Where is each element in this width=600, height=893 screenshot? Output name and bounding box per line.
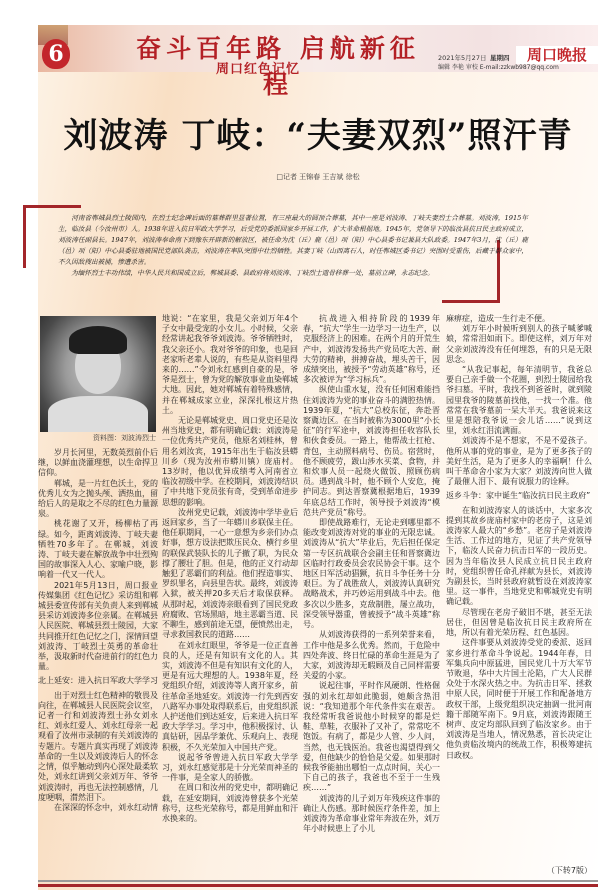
column-2 — [162, 314, 298, 824]
paragraph: 2021年5月13日，周口报业传媒集团《红色记忆》采访组和郸城县委宣传部有关负责人来到郸城县采访刘波涛多位亲属。在郸城县人民医院、郸城县烈士陵园，大家共同推开红色记忆之门，深情回望刘波涛、丁岐烈士英勇的革命壮举，汲取新时代奋进前行的红色力量。 — [38, 580, 158, 672]
paragraph: 地说：“在家里，我是父亲刘万年4个子女中最受宠的小女儿。小时候，父亲经常讲起我爷爷刘波涛。爷爷牺牲时，我父亲还小。我对爷爷的印象，也是回老家听老辈人说的，有些是从资料里得来的……”令刘永红感到自豪的是，爷爷是烈士，曾为党的解放事业血染郸城大地。因此，她对郸城有着特殊感情，并在郸城成家立业，深深扎根这片热土。 — [162, 314, 298, 415]
article-intro — [58, 213, 528, 279]
paragraph: 刘波涛不是不想家，不是不爱孩子。他所从事的党的事业，是为了更多孩子的美好生活，是为了更多人的幸福啊！什么叫干革命舍小家为大家？刘波涛向世人做了最催人泪下、最有说服力的诠释。 — [446, 436, 592, 487]
continued-note: （下转7版） — [546, 866, 592, 875]
article-title: 刘波涛 丁岐：“夫妻双烈”照汗青 — [63, 116, 573, 156]
paragraph: 在刘永红眼里，爷爷是一位正直善良的人，还是有知识有文化的人。其实，刘波涛不但是有知识有文化的人，更是有远大理想的人。1938年夏，经党组织介绍，刘波涛等人离开家乡，前往革命圣地延安。刘波涛一行先到西安八路军办事处取得联系后，由党组织派人护送他们到达延安，后来进入抗日军政大学学习。学习中，他积极探讨、认真钻研，因品学兼优、乐观向上、表现积极，不久光荣加入中国共产党。 — [162, 640, 298, 752]
paragraph: 说起爷爷曾进入抗日军政大学学习，刘永红感觉那是十分光荣而神圣的一件事，是全家人的骄傲。 — [162, 752, 298, 783]
column-1 — [38, 448, 158, 813]
intro-paragraph: 为缅怀烈士丰功伟绩，中华人民共和国成立后，郸城县委、县政府将刘波涛、丁岐烈士遗骨移葬一处，墓前立碑，永志纪念。 — [71, 269, 434, 277]
paragraph: 尽管现在老房子破旧不堪，甚至无法居住，但因曾是临汝抗日民主政府所在地，所以有着光荣历程、红色基因。 — [446, 607, 592, 638]
paragraph: 说起往事，平时作风硬朗、性格倔强的刘永红却如此脆弱，她颇含热泪说：“我知道那个年代条件实在艰苦。我经常听我爸说他小时候穿的都是烂鞋、草鞋，衣服补了又补了，常常吃不饱饭。有病了，都是少人管、少人问，当然，也无钱医治。我爸也渴望得到父爱，但他缺少的恰恰是父爱。如果那时候我爷能抽出哪怕一点点时间，关心一下自己的孩子，我爸也不至于一生残疾……” — [303, 681, 440, 793]
section-name: 周口红色记忆 — [216, 62, 301, 77]
newspaper-logo: 周口晚报 — [516, 46, 598, 64]
paragraph: 在周口和汝州的党史中，都明确记载，在延安期间，刘波涛曾获多个光荣称号，这些光荣称号，都是用鲜血和汗水换来的。 — [162, 783, 298, 823]
paragraph: 即使战路难行，无论走到哪里都不能改变刘波涛对党的事业的无限忠诚。刘波涛从“抗大”毕业后，先后担任保定第一专区抗战联合会副主任和晋察冀边区临时行政委员会农民协会干事。这个地区日军活动猖獗，抗日斗争任务十分艰巨。为了战胜敌人，刘波涛认真研究战略战术，并巧妙运用到战斗中去。他多次以少胜多，克敌制胜，屡立战功，深受领导器重，曾被授予“战斗英雄”称号。 — [303, 518, 440, 630]
header-slogan: 奋斗百年路 启航新征程 — [136, 34, 420, 99]
paragraph: 岁月长河里，无数英烈前仆后继，以鲜血浇灌理想，以生命捍卫信仰。 — [38, 448, 158, 478]
page-header — [38, 25, 598, 99]
paragraph: 刘万年小时候听到别人的孩子喊爹喊娘，常常泪如雨下。即使这样，刘万年对父亲刘波涛没有任何埋怨，有的只是无限思念。 — [446, 324, 592, 364]
page-number-badge: 6 — [42, 39, 70, 69]
paragraph: 从刘波涛获得的一系列荣誉来看，工作中他是多么优秀。然而，于危险中四处奔波、终日忙碌的革命生涯是为了大家，刘波涛却无暇顾及自己同样需要关爱的小家。 — [303, 630, 440, 681]
paragraph: 纵使山重水复，没有任何困难能挡住刘波涛为党的事业奋斗的满腔热情。1939年夏，“抗大”总校东征，奔赴晋察冀边区。在当时被称为3000里“小长征”的行军途中，刘波涛担任收容队长和伙食委员。一路上，他帮战士扛枪、背包，主动照料病号、伤员。宿营时，他不顾疲劳，跋山涉水买菜、食物，并和炊事人员一起烧火做饭、照顾伤病员。遇到战斗时，他不顾个人安危，掩护同志。到达晋察冀根据地后，1939年底总结工作时，领导授予刘波涛“模范共产党员”称号。 — [303, 385, 440, 517]
bottom-rule — [38, 880, 598, 882]
paragraph: 无论是郸城党史、周口党史还是汝州当地党史，都有明确记载：刘波涛是一位优秀共产党员，他原名刘桂林，曾用名刘汝宾，1915年出生于临汝县蟒川乡（现为汝州市蟒川镇）庞庙村。13岁时，他以优异成绩考入河南省立临汝初级中学。在校期间，刘波涛结识了中共地下党员张有奇，受到革命进步思想的影响。 — [162, 416, 298, 507]
section-heading: 返乡斗争：家中诞生“临汝抗日民主政府” — [446, 491, 591, 501]
column-3 — [303, 314, 440, 834]
paragraph: 麻痹症，造成一生行走不便。 — [446, 314, 550, 323]
article-byline: □记者 王锦春 王吉斌 徐松 — [276, 173, 360, 181]
paragraph: 出于对烈士红色精神的敬畏及向往，在郸城县人民医院会议室，记者一行和刘波涛烈士孙女刘永红、刘永红爱人、刘永红母亲一起观看了汝州市录制的有关刘波涛的专题片。专题片真实再现了刘波涛革命的一生以及刘波涛后人的怀念之情，似乎触动到内心深处最柔软处，刘永红讲到父亲刘万年、爷爷刘波涛时，再也无法控制感情，几度哽咽，潸然泪下。 — [38, 690, 158, 802]
intro-paragraph: 河南省郸城县烈士陵园内，在烈士纪念碑后面的墓葬群里显著位置，有三座最大的圆顶合葬墓，其中一座是刘波涛、丁岐夫妻烈士合葬墓。刘波涛，1915年生，临汝县（今汝州市）人。1938年进入抗日军政大学学习，后受党的委派回家乡开展工作，扩大革命根据地。1945年，党领导下的临汝县抗日民主政府成立，刘波涛任副县长。1947年，刘波涛奉命南下到豫东开辟新的解放区，被任命为沈（丘）鹿（邑）项（阳）中心县委书记兼县大队政委。1947年3月，沈（丘）鹿（邑）项（阳）中心县委驻地被国民党部队袭击，刘波涛在率队突围中壮烈牺牲。其妻丁岐（山西离石人，时任郸城区委书记）突围时受重伤，后藏于群众家中，不久因敌搜出被捕，惨遭杀害。 — [58, 214, 528, 266]
paragraph: 郸城，是一片红色沃土，党的优秀儿女为之抛头颅、洒热血，留给后人的是取之不尽的红色力量源泉。 — [38, 478, 158, 519]
paragraph: 这件事要从刘波涛受党的委派、返回家乡进行革命斗争说起。1944年春，日军集兵向中原猛进，国民党几十万大军节节败退，华中大片国土沦陷，广大人民群众处于水深火热之中。为抗击日军、拯救中原人民，同时便于开展工作和配备地方政权干部，上级党组织决定抽调一批河南籍干部随军南下。9月底，刘波涛跟随王树声、皮定均部队回到了临汝家乡。由于刘波涛是当地人，情况熟悉，首长决定让他负责临汝境内的统战工作，积极筹建抗日政权。 — [446, 638, 592, 760]
bottom-rule-red — [38, 884, 598, 887]
paragraph: 抗战进入相持阶段的1939年春，“抗大”学生一边学习一边生产，以克服经济上的困难。在两个月的开荒生产中，刘波涛发扬共产党员吃大苦、耐大劳的精神，拼搏奋战，埋头苦干，因成绩突出，被授予“劳动英雄”称号，还多次被评为“学习标兵”。 — [303, 314, 440, 385]
column-4 — [446, 314, 592, 761]
paragraph: 刘波涛的儿子刘万年残疾这件事的确让人伤感。那时候医疗条件差，加上刘波涛为革命事业常年奔波在外，刘万年小时候患上了小儿 — [303, 793, 440, 834]
paragraph: 汝州党史记载，刘波涛中学毕业后返回家乡，当了一年蟒川乡联保主任。他任职期间，一心一意想为乡亲们办点好事，想方设法把欺压民众、横行乡里的联保武装队长的儿子撤了职，为民众撑了腰壮了胆。但是，他的正义行动却触犯了恶霸们的利益。他们捏造事实、罗织罪名，向县里告状。最终，刘波涛入狱，被关押20多天后才取保获释。从那时起，刘波涛亲眼看到了国民党政府腐败、官场黑暗，地主恶霸当道、民不聊生，感到前途无望，便愤然出走，寻求救国救民的道路…… — [162, 507, 298, 640]
portrait-photo — [40, 316, 156, 432]
editor-line: 编辑 李艳 审校 E-mail:zzkwb987@qq.com — [438, 64, 559, 71]
issue-date: 2021年5月27日 — [438, 54, 487, 62]
paragraph: “从我记事起，每年清明节，我爸总要自己亲手做一个花圈，到烈士陵园给我爷扫墓。平时，我找不到爸爸时，就到陵园里我爷的陵墓前找他，一找一个准。他常常在我爷墓前一呆大半天。我爸说来这里是想陪我爷说一会儿话……”说到这里，刘永红泪流满面。 — [446, 365, 592, 436]
paragraph: 在和刘波涛家人的谈话中，大家多次提到其故乡庞庙村家中的老房子，这是刘波涛家人最大的“乡愁”。老房子是刘波涛生活、工作过的地方，见证了共产党领导下，临汝人民奋力抗击日军的一段历史。因为当年临汝县人民成立抗日民主政府时，党组织曾任命孔祥献为县长，刘波涛为副县长，当时县政府就暂设在刘波涛家里。这一事件，当地党史和郸城党史有明确记载。 — [446, 505, 592, 607]
issue-weekday: 星期四 — [490, 54, 510, 62]
paragraph: 在深深的怀念中，刘永红动情 — [54, 802, 158, 812]
photo-coat — [48, 396, 148, 432]
paragraph: 桃花谢了又开，杨柳枯了再绿。如今，距离刘波涛、丁岐夫妻牺牲70多年了。在郸城，刘波涛、丁岐夫妻在解放战争中壮烈殉国的故事深入人心、家喻户晓，影响着一代又一代人。 — [38, 519, 158, 580]
photo-caption: 资料图：刘波涛烈士 — [93, 434, 156, 442]
section-heading: 北上延安：进入抗日军政大学学习 — [38, 676, 158, 686]
photo-hair — [69, 326, 127, 354]
